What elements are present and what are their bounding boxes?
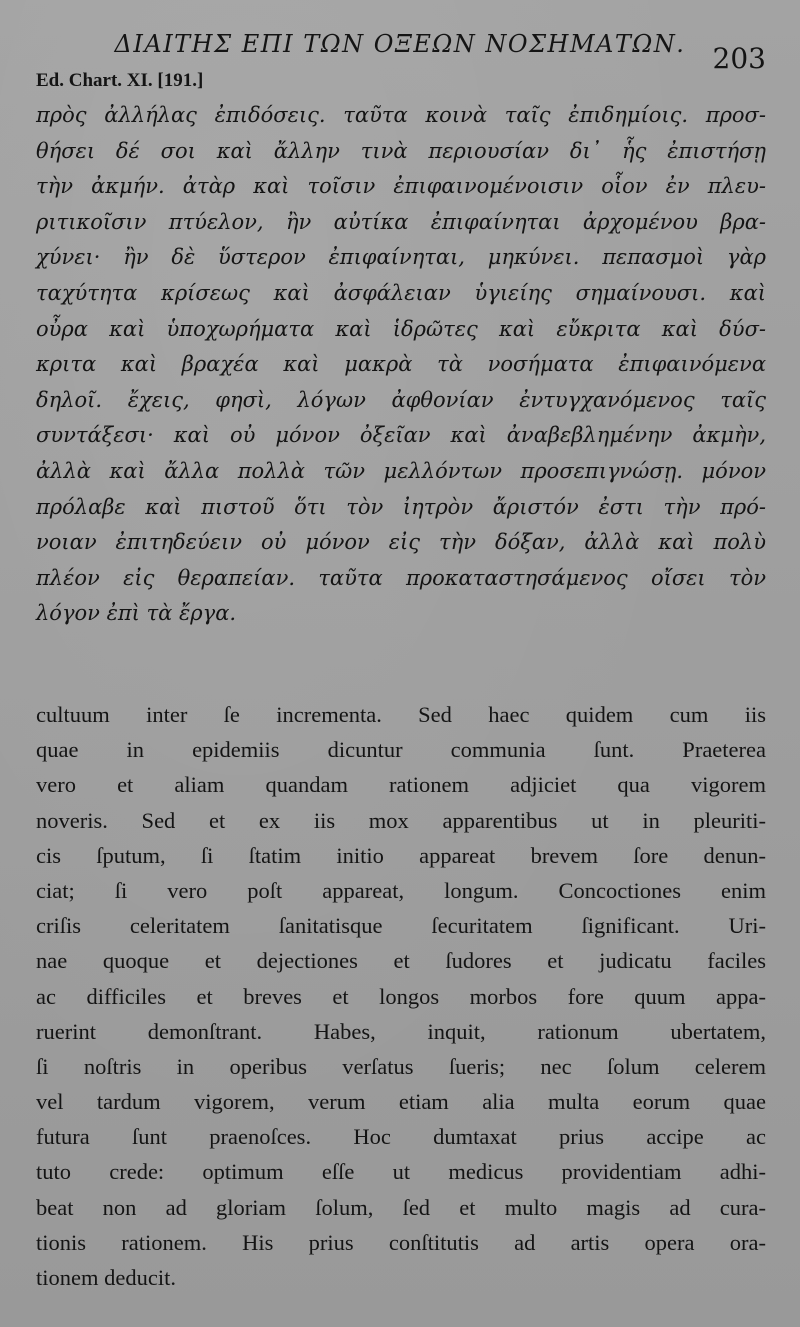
latin-line: criſis celeritatem ſanitatisque ſecuritatem ſignificant. Uri-: [36, 913, 766, 939]
greek-line: λόγον ἐπὶ τὰ ἔργα.: [36, 601, 237, 626]
greek-line: ριτικοῖσιν πτύελον, ἢν αὐτίκα ἐπιφαίνηται ἀρχομένου βρα-: [36, 209, 766, 234]
latin-line: ac difficiles et breves et longos morbos fore quum appa-: [36, 983, 766, 1009]
latin-line: tuto crede: optimum eſſe ut medicus providentiam adhi-: [36, 1159, 766, 1185]
latin-line: cultuum inter ſe incrementa. Sed haec quidem cum iis: [36, 702, 766, 727]
latin-text-block: [36, 697, 766, 1295]
latin-line: tionis rationem. His prius conſtitutis ad artis opera ora-: [36, 1229, 766, 1255]
greek-line: τὴν ἀκμήν. ἀτὰρ καὶ τοῖσιν ἐπιφαινομένοισιν οἷον ἐν πλευ-: [36, 174, 766, 199]
greek-line: πρὸς ἀλλήλας ἐπιδόσεις. ταῦτα κοινὰ ταῖς ἐπιδημίοις. προσ-: [36, 103, 766, 127]
greek-line: πλέον εἰς θεραπείαν. ταῦτα προκαταστησάμενος οἴσει τὸν: [36, 565, 766, 590]
greek-line: κριτα καὶ βραχέα καὶ μακρὰ τὰ νοσήματα ἐπιφαινόμενα: [36, 352, 766, 377]
latin-line: cis ſputum, ſi ſtatim initio appareat brevem ſore denun-: [36, 842, 766, 868]
latin-line: futura ſunt praenoſces. Hoc dumtaxat prius accipe ac: [36, 1124, 766, 1150]
greek-line: οὖρα καὶ ὑποχωρήματα καὶ ἱδρῶτες καὶ εὔκριτα καὶ δύσ-: [36, 316, 766, 341]
greek-line: χύνει· ἢν δὲ ὕστερον ἐπιφαίνηται, μηκύνει. πεπασμοὶ γὰρ: [36, 245, 766, 270]
latin-line: ſi noſtris in operibus verſatus ſueris; nec ſolum celerem: [36, 1053, 766, 1079]
latin-line: beat non ad gloriam ſolum, ſed et multo magis ad cura-: [36, 1194, 766, 1220]
latin-line: vero et aliam quandam rationem adjiciet qua vigorem: [36, 772, 766, 798]
greek-line: ταχύτητα κρίσεως καὶ ἀσφάλειαν ὑγιείης σημαίνουσι. καὶ: [36, 280, 766, 305]
greek-line: συντάξεσι· καὶ οὐ μόνον ὀξεῖαν καὶ ἀναβεβλημένην ἀκμὴν,: [36, 423, 766, 448]
greek-line: πρόλαβε καὶ πιστοῦ ὅτι τὸν ἰητρὸν ἄριστόν ἐστι τὴν πρό-: [36, 494, 766, 519]
running-title: ΔΙΑΙΤΗΣ ΕΠΙ ΤΩΝ ΟΞΕΩΝ ΝΟΣΗΜΑΤΩΝ.: [114, 30, 686, 58]
latin-line: vel tardum vigorem, verum etiam alia multa eorum quae: [36, 1089, 766, 1115]
latin-line: nae quoque et dejectiones et ſudores et judicatu faciles: [36, 948, 766, 974]
latin-line: ruerint demonſtrant. Habes, inquit, rationum ubertatem,: [36, 1018, 766, 1044]
latin-line: tionem deducit.: [36, 1265, 176, 1290]
latin-line: quae in epidemiis dicuntur communia ſunt. Praeterea: [36, 737, 766, 763]
edition-reference: Ed. Chart. XI. [191.]: [36, 70, 204, 91]
greek-text-block: [36, 98, 766, 632]
page-number: 203: [712, 42, 766, 75]
greek-line: ἀλλὰ καὶ ἄλλα πολλὰ τῶν μελλόντων προσεπιγνώσῃ. μόνον: [36, 458, 766, 483]
greek-line: δηλοῖ. ἔχεις, φησὶ, λόγων ἀφθονίαν ἐντυγχανόμενος ταῖς: [36, 387, 766, 412]
greek-line: θήσει δέ σοι καὶ ἄλλην τινὰ περιουσίαν δι᾽ ἧς ἐπιστήσῃ: [36, 138, 766, 163]
greek-line: νοιαν ἐπιτηδεύειν οὐ μόνον εἰς τὴν δόξαν, ἀλλὰ καὶ πολὺ: [36, 530, 766, 555]
latin-line: ciat; ſi vero poſt appareat, longum. Concoctiones enim: [36, 877, 766, 903]
latin-line: noveris. Sed et ex iis mox apparentibus ut in pleuriti-: [36, 807, 766, 833]
